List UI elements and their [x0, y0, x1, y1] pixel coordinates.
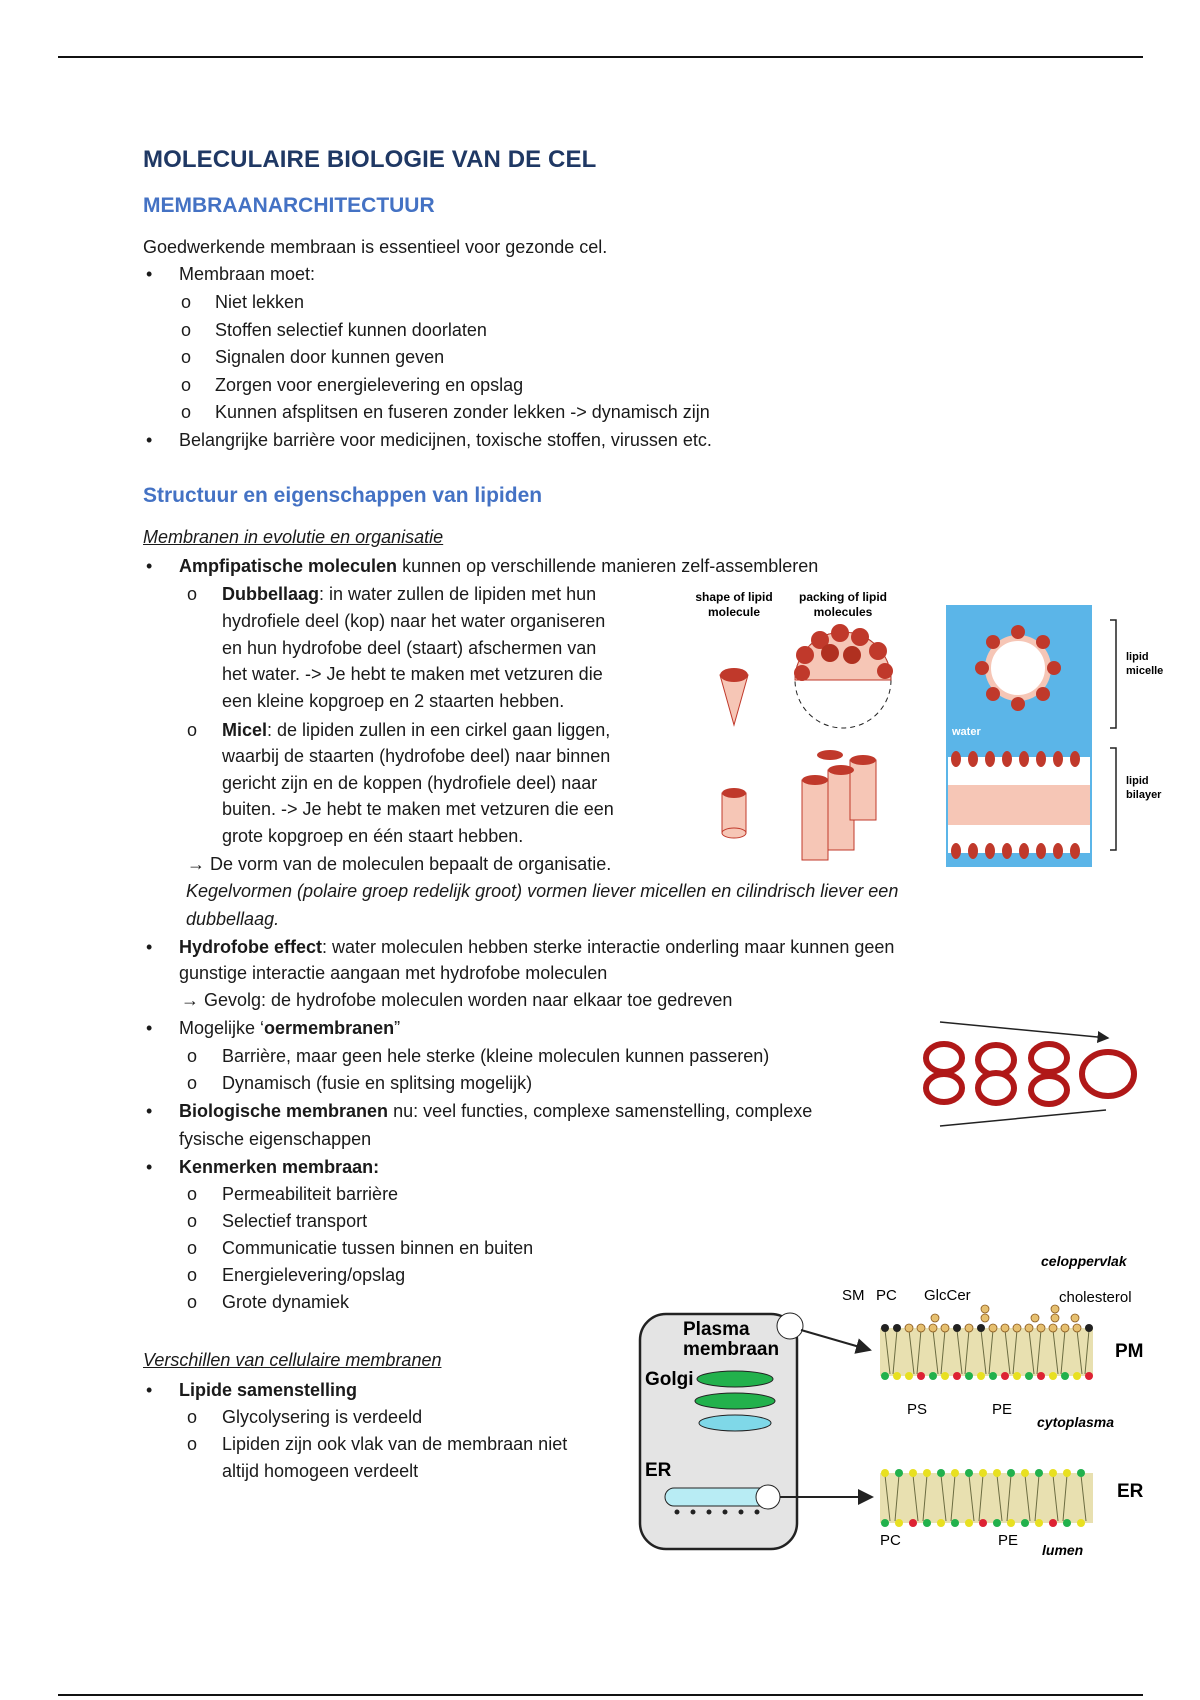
fig3-er-right: ER — [1117, 1481, 1144, 1502]
er-icon — [665, 1488, 770, 1506]
cone-packing-icon — [794, 624, 893, 728]
golgi-icon — [695, 1393, 775, 1409]
micel-line: waarbij de staarten (hydrofobe deel) naar binnen — [222, 746, 611, 766]
vesicle-icon — [926, 1074, 962, 1102]
fig3-cytoplasma: cytoplasma — [1037, 1414, 1115, 1430]
pm-magnifier-icon — [777, 1313, 803, 1339]
kegel-line: Kegelvormen (polaire groep redelijk groot) vormen liever micellen en cilindrisch liever een — [186, 881, 899, 901]
fig3-er: ER — [645, 1460, 672, 1481]
fig3-cholesterol: cholesterol — [1059, 1289, 1132, 1306]
fig1-shape-label: molecule — [707, 605, 761, 619]
arrow-icon — [940, 1022, 1108, 1038]
cylinder-molecule-icon — [722, 788, 746, 838]
bilayer-icon — [948, 751, 1090, 859]
er-magnifier-icon — [756, 1485, 780, 1509]
circle-bullet: o — [187, 1073, 198, 1093]
bilayer-bracket — [1110, 748, 1116, 850]
circle-bullet: o — [181, 320, 192, 340]
hydrofoob-bold: Hydrofobe effect — [179, 937, 323, 957]
fig3-pe2: PE — [998, 1532, 1019, 1549]
vesicle-icon — [926, 1044, 962, 1072]
golgi-icon — [699, 1415, 771, 1431]
fig3-pc: PC — [876, 1287, 897, 1304]
bullet-dot: • — [146, 1380, 153, 1400]
list-item: Dynamisch (fusie en splitsing mogelijk) — [222, 1073, 533, 1093]
dubbellaag-line: en hun hydrofobe deel (staart) afschermen van — [222, 638, 597, 658]
list-item: Glycolysering is verdeeld — [222, 1407, 423, 1427]
circle-bullet: o — [181, 402, 192, 422]
list-item: Kunnen afsplitsen en fuseren zonder lekken -> dynamisch zijn — [215, 402, 710, 422]
fig3-pm: PM — [1115, 1341, 1144, 1362]
list-item: Communicatie tussen binnen en buiten — [222, 1238, 534, 1258]
list-item: Signalen door kunnen geven — [215, 347, 445, 367]
bio-bold: Biologische membranen — [179, 1101, 389, 1121]
cone-molecule-icon — [720, 668, 748, 725]
circle-bullet: o — [187, 1184, 198, 1204]
dubbellaag-line: een kleine kopgroep en 2 staarten hebben. — [222, 691, 565, 711]
dubbellaag-rest: : in water zullen de lipiden met hun — [319, 584, 597, 604]
circle-bullet: o — [181, 375, 192, 395]
oer-post: ” — [394, 1018, 401, 1038]
hydrofoob-line — [179, 935, 894, 960]
verschillen-heading: Verschillen van cellulaire membranen — [143, 1350, 442, 1370]
amfipatisch-rest: kunnen op verschillende manieren zelf-assembleren — [397, 556, 819, 576]
circle-bullet: o — [181, 347, 192, 367]
amfipatisch-bold: Ampfipatische moleculen — [179, 556, 398, 576]
lipid-packing-figure — [690, 585, 1180, 870]
list-item: Niet lekken — [215, 292, 305, 312]
cylinder-packing-icon — [802, 750, 876, 860]
fig1-packing-label: molecules — [813, 605, 873, 619]
micel-line: gericht zijn en de koppen (hydrofiele deel) naar — [222, 773, 598, 793]
micel-rest: : de lipiden zullen in een cirkel gaan liggen, — [267, 720, 611, 740]
pm-bilayer-icon — [880, 1305, 1093, 1380]
micel-bold: Micel — [222, 720, 268, 740]
list-item: Permeabiliteit barrière — [222, 1184, 399, 1204]
bullet-dot: • — [146, 1101, 153, 1121]
intro-text: Goedwerkende membraan is essentieel voor gezonde cel. — [143, 237, 608, 257]
er-bilayer-icon — [880, 1469, 1093, 1527]
list-item: altijd homogeen verdeelt — [222, 1461, 419, 1481]
kegel-line: dubbellaag. — [186, 909, 280, 929]
evolutie-heading: Membranen in evolutie en organisatie — [143, 527, 444, 547]
list-item: Zorgen voor energielevering en opslag — [215, 375, 524, 395]
vesicle-icon — [978, 1073, 1014, 1103]
list-item: Grote dynamiek — [222, 1292, 350, 1312]
subsection-heading: Structuur en eigenschappen van lipiden — [143, 484, 543, 507]
pm-arrow-icon — [801, 1330, 870, 1350]
amfipatisch-text — [179, 554, 818, 579]
bullet-dot: • — [146, 556, 153, 576]
bottom-rule — [58, 1694, 1143, 1696]
oer-bold: oermembranen — [264, 1018, 395, 1038]
micelle-bracket — [1110, 620, 1116, 728]
circle-bullet: o — [181, 292, 192, 312]
dubbellaag-line: hydrofiele deel (kop) naar het water organiseren — [222, 611, 606, 631]
barriere-text: Belangrijke barrière voor medicijnen, toxische stoffen, virussen etc. — [179, 430, 712, 450]
circle-bullet: o — [187, 1238, 198, 1258]
fig3-golgi: Golgi — [645, 1369, 694, 1390]
bullet-dot: • — [146, 1018, 153, 1038]
dubbellaag-bold: Dubbellaag — [222, 584, 320, 604]
vesicle-icon — [1031, 1076, 1067, 1104]
top-rule — [58, 56, 1143, 58]
kenmerken-heading: Kenmerken membraan: — [179, 1157, 380, 1177]
bullet-dot: • — [146, 937, 153, 957]
fig3-membraan: membraan — [683, 1339, 780, 1360]
circle-bullet: o — [187, 1265, 198, 1285]
bullet-dot: • — [146, 264, 153, 284]
hydrofoob-rest: : water moleculen hebben sterke interactie onderling maar kunnen geen — [322, 937, 895, 957]
fig3-ps: PS — [907, 1401, 928, 1418]
dubbellaag-line: het water. -> Je hebt te maken met vetzuren die — [222, 664, 603, 684]
fig1-bilayer-label: lipid — [1126, 775, 1149, 787]
vorm-text: → De vorm van de moleculen bepaalt de organisatie. — [187, 854, 612, 874]
bio-rest: nu: veel functies, complexe samenstelling, complexe — [388, 1101, 813, 1121]
lipide-heading: Lipide samenstelling — [179, 1380, 358, 1400]
page-title: MOLECULAIRE BIOLOGIE VAN DE CEL — [143, 146, 597, 173]
golgi-icon — [697, 1371, 773, 1387]
fig1-packing-label: packing of lipid — [798, 590, 888, 604]
oer-line — [179, 1016, 400, 1041]
bullet-dot: • — [146, 1157, 153, 1177]
dubbellaag-line — [222, 582, 596, 607]
bio-line — [179, 1099, 812, 1124]
fig1-micelle-label: lipid — [1126, 651, 1149, 663]
bio-line: fysische eigenschappen — [179, 1129, 372, 1149]
hydrofoob-line: → Gevolg: de hydrofobe moleculen worden naar elkaar toe gedreven — [181, 990, 733, 1010]
fig3-pc2: PC — [880, 1532, 901, 1549]
fig1-bilayer-label: bilayer — [1126, 789, 1162, 801]
circle-bullet: o — [187, 584, 198, 604]
fig3-plasma: Plasma — [683, 1319, 750, 1340]
fig3-sm: SM — [842, 1287, 865, 1304]
list-item: Barrière, maar geen hele sterke (kleine moleculen kunnen passeren) — [222, 1046, 770, 1066]
section-heading: MEMBRAANARCHITECTUUR — [143, 194, 435, 217]
circle-bullet: o — [187, 1407, 198, 1427]
micelle-icon — [975, 625, 1061, 711]
membraan-moet: Membraan moet: — [179, 264, 316, 284]
list-item: Lipiden zijn ook vlak van de membraan niet — [222, 1434, 568, 1454]
list-item: Selectief transport — [222, 1211, 368, 1231]
fig3-glccer: GlcCer — [924, 1287, 971, 1304]
fig1-shape-label: shape of lipid — [695, 590, 773, 604]
fig3-lumen: lumen — [1042, 1542, 1084, 1558]
bullet-dot: • — [146, 430, 153, 450]
arrow-line — [940, 1110, 1106, 1126]
fig3-celoppervlak: celoppervlak — [1041, 1253, 1127, 1269]
fig1-water-label: water — [952, 726, 981, 738]
circle-bullet: o — [187, 1434, 198, 1454]
cell-membranes-figure — [635, 1248, 1155, 1563]
fig1-micelle-label: micelle — [1126, 665, 1164, 677]
vesicle-fission-figure — [918, 1018, 1143, 1130]
oer-pre: Mogelijke ‘ — [179, 1018, 265, 1038]
circle-bullet: o — [187, 1046, 198, 1066]
hydrofoob-line: gunstige interactie aangaan met hydrofobe moleculen — [179, 963, 608, 983]
micel-line: grote kopgroep en één staart hebben. — [222, 826, 524, 846]
vesicle-icon — [1031, 1044, 1067, 1072]
list-item: Energielevering/opslag — [222, 1265, 406, 1285]
micel-line: buiten. -> Je hebt te maken met vetzuren die een — [222, 799, 614, 819]
fig3-pe: PE — [992, 1401, 1013, 1418]
circle-bullet: o — [187, 1292, 198, 1312]
circle-bullet: o — [187, 720, 198, 740]
circle-bullet: o — [187, 1211, 198, 1231]
micel-line — [222, 718, 610, 743]
vesicle-icon — [1082, 1052, 1134, 1096]
list-item: Stoffen selectief kunnen doorlaten — [215, 320, 487, 340]
